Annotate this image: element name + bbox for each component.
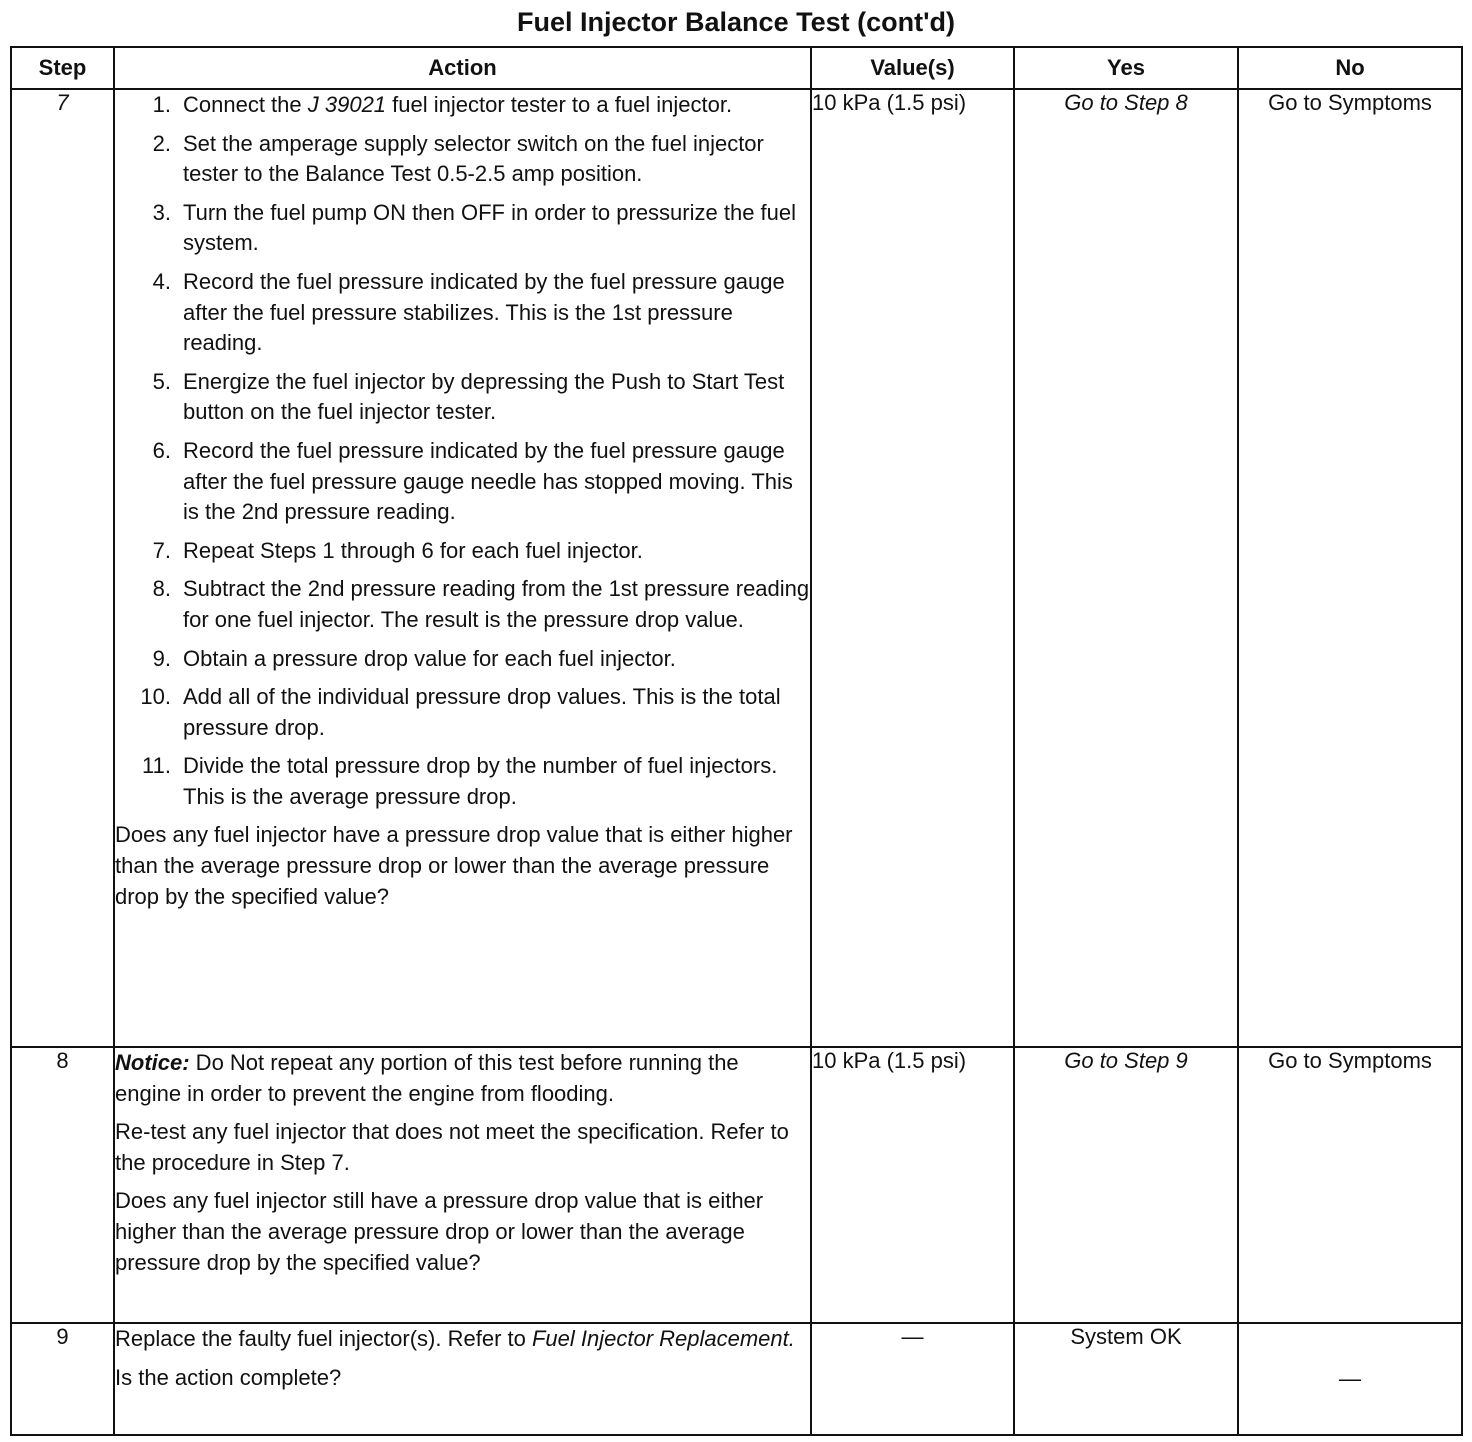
spec-value: 10 kPa (1.5 psi) xyxy=(811,1047,1014,1323)
spec-value: 10 kPa (1.5 psi) xyxy=(811,89,1014,1047)
list-item: 4. Record the fuel pressure indicated by the fuel pressure gauge after the fuel pressure stabilizes. This is the 1st pressure reading. xyxy=(152,268,785,356)
step-question: Does any fuel injector have a pressure drop value that is either higher than the average pressure drop or lower than the average pressure drop by the specified value? xyxy=(115,822,793,909)
no-result: Go to Symptoms xyxy=(1238,89,1462,1047)
step-number: 7 xyxy=(11,89,114,1047)
list-item: 1. Connect the J 39021 fuel injector tester to a fuel injector. xyxy=(152,92,733,117)
list-item: 5. Energize the fuel injector by depressing the Push to Start Test button on the fuel injector tester. xyxy=(152,368,785,425)
list-item: 8. Subtract the 2nd pressure reading from the 1st pressure reading for one fuel injector. The result is the pressure drop value. xyxy=(152,576,810,632)
table-row xyxy=(11,89,1462,1047)
no-result: Go to Symptoms xyxy=(1238,1047,1462,1323)
action-cell xyxy=(114,89,811,1047)
page-title: Fuel Injector Balance Test (cont'd) xyxy=(517,7,955,37)
header-yes: Yes xyxy=(1014,47,1238,89)
header-step: Step xyxy=(11,47,114,89)
replace-instruction: Replace the faulty fuel injector(s). Refer to Fuel Injector Replacement. xyxy=(115,1326,795,1351)
table-header-row xyxy=(11,47,1462,89)
yes-result: Go to Step 9 xyxy=(1014,1047,1238,1323)
header-action: Action xyxy=(114,47,811,89)
list-item: 7. Repeat Steps 1 through 6 for each fuel injector. xyxy=(152,537,643,563)
step-question: Is the action complete? xyxy=(115,1364,342,1390)
table-row xyxy=(11,1047,1462,1323)
step-number: 8 xyxy=(11,1047,114,1323)
list-item: 3. Turn the fuel pump ON then OFF in order to pressurize the fuel system. xyxy=(152,199,797,256)
no-result: — xyxy=(1238,1323,1462,1435)
list-item: 11. Divide the total pressure drop by the number of fuel injectors. This is the average pressure drop. xyxy=(142,753,778,809)
procedure-list xyxy=(115,90,810,812)
notice-label: Notice: xyxy=(115,1050,190,1075)
header-values: Value(s) xyxy=(811,47,1014,89)
table-row xyxy=(11,1323,1462,1435)
action-cell xyxy=(114,1323,811,1435)
step-question: Does any fuel injector still have a pressure drop value that is either higher than the average pressure drop or lower than the average pressure drop by the specified value? xyxy=(115,1188,764,1275)
balance-test-table xyxy=(10,46,1463,1436)
list-item: 6. Record the fuel pressure indicated by the fuel pressure gauge after the fuel pressure gauge needle has stopped moving. This is the 2nd pressure reading. xyxy=(152,437,793,525)
yes-result: System OK xyxy=(1014,1323,1238,1435)
spec-value: — xyxy=(811,1323,1014,1435)
yes-result: Go to Step 8 xyxy=(1014,89,1238,1047)
procedure-reference: Fuel Injector Replacement. xyxy=(531,1326,795,1351)
retest-instruction: Re-test any fuel injector that does not meet the specification. Refer to the procedure in Step 7. xyxy=(115,1119,789,1175)
list-item: 9. Obtain a pressure drop value for each fuel injector. xyxy=(152,645,676,671)
action-cell xyxy=(114,1047,811,1323)
header-no: No xyxy=(1238,47,1462,89)
tool-reference: J 39021 xyxy=(307,92,387,117)
list-item: 2. Set the amperage supply selector switch on the fuel injector tester to the Balance Test 0.5-2.5 amp position. xyxy=(152,130,764,187)
step-number: 9 xyxy=(11,1323,114,1435)
notice-paragraph: Notice: Do Not repeat any portion of this test before running the engine in order to prevent the engine from flooding. xyxy=(115,1050,739,1106)
list-item: 10. Add all of the individual pressure drop values. This is the total pressure drop. xyxy=(140,684,781,740)
